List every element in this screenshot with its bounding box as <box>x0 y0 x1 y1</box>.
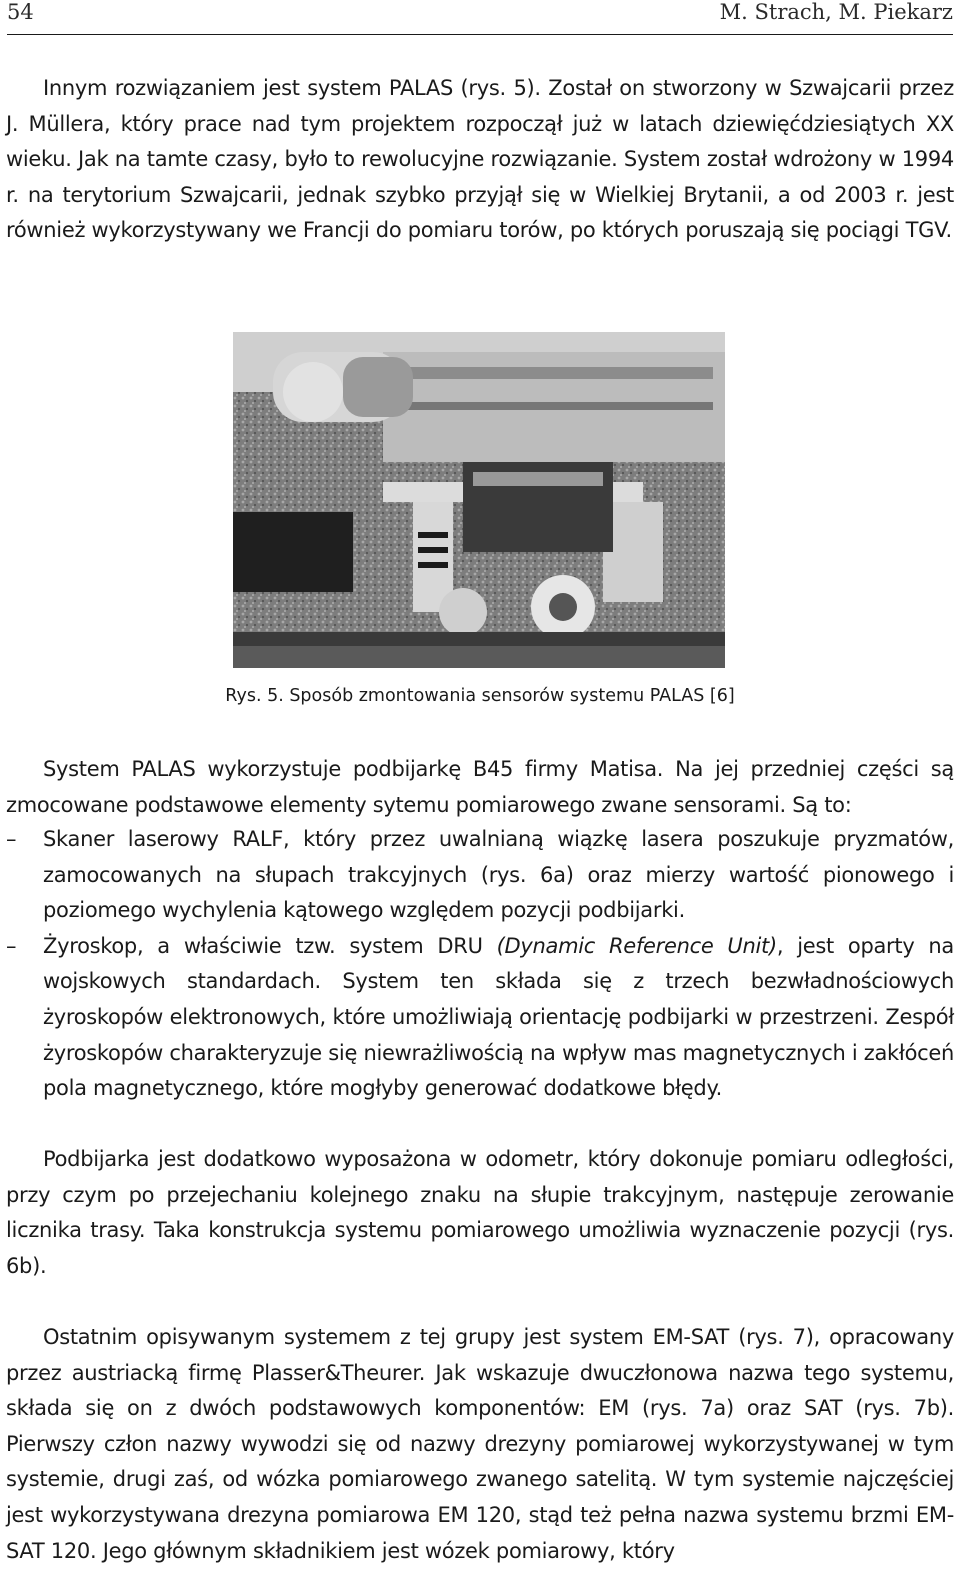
page-number: 54 <box>7 0 34 24</box>
list-item-text: , jest oparty na wojskowych standardach. System ten składa się z trzech bezwładnościowych żyroskopów elektronowych, które umożliwiają orientację podbijarki w przestrzeni. Zespół żyroskopów charakteryzuje się niewrażliwością na wpływ mas magnetycznych i zakłóceń pola magnetycznego, które mogłyby generować dodatkowe błędy. <box>43 933 955 1101</box>
list-item <box>6 929 954 1107</box>
list-item-text: Skaner laserowy RALF, który przez uwalnianą wiązkę lasera poszukuje pryzmatów, zamocowanych na słupach trakcyjnych (rys. 6a) oraz mierzy wartość pionowego i poziomego wychylenia kątowego względem pozycji podbijarki. <box>43 827 954 923</box>
sensor-list <box>6 822 954 1107</box>
figure-caption: Rys. 5. Sposób zmontowania sensorów systemu PALAS [6] <box>225 686 735 706</box>
paragraph-palas-sensors: System PALAS wykorzystuje podbijarkę B45 firmy Matisa. Na jej przedniej części są zmocowane podstawowe elementy sytemu pomiarowego zwane sensorami. Są to: <box>6 757 954 817</box>
paragraph-em-sat: Ostatnim opisywanym systemem z tej grupy jest system EM-SAT (rys. 7), opracowany przez austriacką firmę Plasser&Theurer. Jak wskazuje dwuczłonowa nazwa tego systemu, składa się on z dwóch podstawowych komponentów: EM (rys. 7a) oraz SAT (rys. 7b). Pierwszy człon nazwy wywodzi się od nazwy drezyny pomiarowej wykorzystywanej w tym systemie, drugi zaś, od wózka pomiarowego zwanego satelitą. W tym systemie najczęściej jest wykorzystywana drezyna pomiarowa EM 120, stąd też pełna nazwa systemu brzmi EM-SAT 120. Jego głównym składnikiem jest wózek pomiarowy, który <box>6 1325 954 1563</box>
page-header <box>7 0 953 35</box>
railway-machine-photo-icon <box>233 332 725 668</box>
list-item-text: Żyroskop, a właściwie tzw. system DRU <box>43 933 497 958</box>
running-head-authors: M. Strach, M. Piekarz <box>719 0 953 24</box>
list-item-italic: (Dynamic Reference Unit) <box>496 933 777 958</box>
paragraph-odometer: Podbijarka jest dodatkowo wyposażona w odometr, który dokonuje pomiaru odległości, przy czym po przejechaniu kolejnego znaku na słupie trakcyjnym, następuje zerowanie licznika trasy. Taka konstrukcja systemu pomiarowego umożliwia wyznaczenie pozycji (rys. 6b). <box>6 1147 954 1278</box>
list-dash: – <box>6 933 17 958</box>
paragraph-palas-intro: Innym rozwiązaniem jest system PALAS (rys. 5). Został on stworzony w Szwajcarii przez J. Müllera, który prace nad tym projektem rozpoczął już w latach dziewięćdziesiątych XX wieku. Jak na tamte czasy, było to rewolucyjne rozwiązanie. System został wdrożony w 1994 r. na terytorium Szwajcarii, jednak szybko przyjął się w Wielkiej Brytanii, a od 2003 r. jest również wykorzystywany we Francji do pomiaru torów, po których poruszają się pociągi TGV. <box>6 76 954 243</box>
list-dash: – <box>6 827 17 851</box>
list-item <box>6 822 954 929</box>
figure-palas-photo <box>233 332 725 668</box>
